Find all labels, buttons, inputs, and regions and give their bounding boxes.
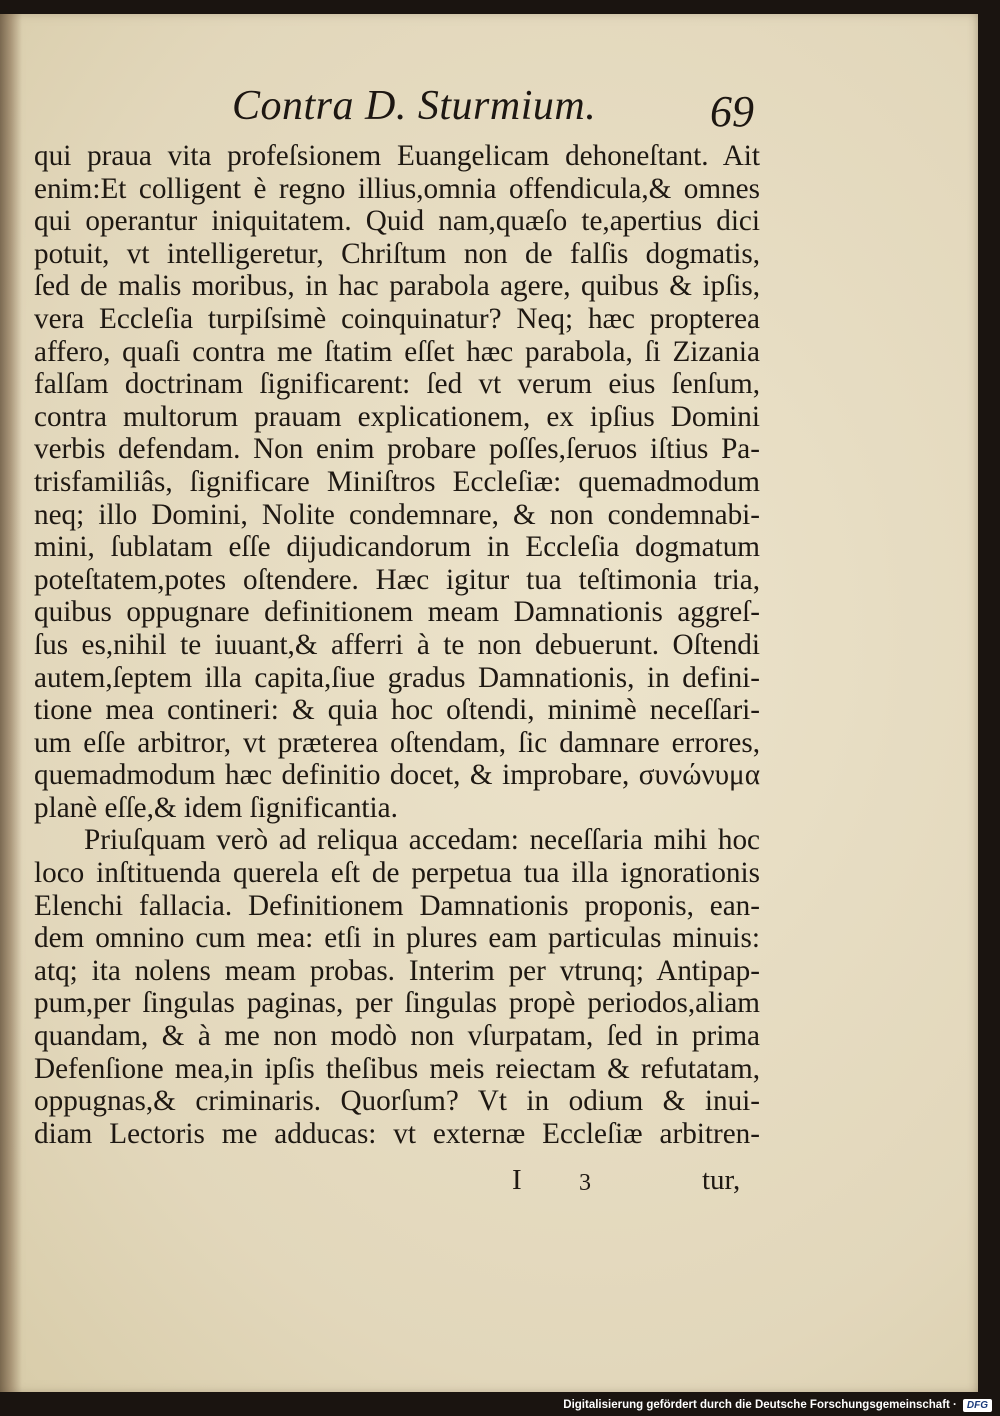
text-line: verbis defendam. Non enim probare poſſes,ſeruos iſtius Pa-: [34, 433, 760, 466]
page-number: 69: [710, 87, 754, 136]
text-line: affero, quaſi contra me ſtatim eſſet hæc parabola, ſi Zizania: [34, 335, 760, 368]
text-line: potuit, vt intelligeretur, Chriſtum non de falſis dogmatis,: [34, 237, 760, 270]
text-line: falſam doctrinam ſignificarent: ſed vt verum eius ſenſum,: [34, 368, 760, 401]
text-line: diam Lectoris me adducas: vt externæ Eccleſiæ arbitren-: [34, 1117, 760, 1150]
text-line: quibus oppugnare definitionem meam Damnationis aggreſ-: [34, 596, 760, 629]
text-line: contra multorum prauam explicationem, ex ipſius Domini: [34, 400, 760, 433]
text-line: Elenchi fallacia. Definitionem Damnationis proponis, ean-: [34, 889, 760, 922]
credit-text: Digitalisierung gefördert durch die Deutsche Forschungsgemeinschaft ·: [563, 1399, 957, 1411]
text-line: autem,ſeptem illa capita,ſiue gradus Damnationis, in defini-: [34, 661, 760, 694]
body-text: [34, 140, 760, 1150]
running-head-title: Contra D. Sturmium.: [232, 83, 597, 129]
text-line: atq; ita nolens meam probas. Interim per vtrunq; Antipap-: [34, 954, 760, 987]
running-head: [0, 72, 978, 142]
text-line: trisfamiliâs, ſignificare Miniſtros Eccleſiæ: quemadmodum: [34, 465, 760, 498]
text-line: qui operantur iniquitatem. Quid nam,quæſo te,apertius dici: [34, 205, 760, 238]
text-line: qui praua vita profeſsionem Euangelicam dehoneſtant. Ait: [34, 140, 760, 172]
text-line: tione mea contineri: & quia hoc oſtendi, minimè neceſſari-: [34, 694, 760, 727]
signature-line: [34, 1164, 760, 1200]
text-line: poteſtatem,potes oſtendere. Hæc igitur tua teſtimonia tria,: [34, 563, 760, 596]
signature-number: 3: [579, 1170, 591, 1196]
text-line: loco inſtituenda querela eſt de perpetua tua illa ignorationis: [34, 857, 760, 890]
text-line: um eſſe arbitror, vt præterea oſtendam, ſic damnare errores,: [34, 726, 760, 759]
text-line: quandam, & à me non modò non vſurpatam, ſed in prima: [34, 1020, 760, 1053]
text-line: mini, ſublatam eſſe dijudicandorum in Eccleſia dogmatum: [34, 531, 760, 564]
text-line: Defenſione mea,in ipſis theſibus meis reiectam & refutatam,: [34, 1052, 760, 1085]
text-line: ſed de malis moribus, in hac parabola agere, quibus & ipſis,: [34, 270, 760, 303]
text-line: oppugnas,& criminaris. Quorſum? Vt in odium & inui-: [34, 1085, 760, 1118]
text-line: neq; illo Domini, Nolite condemnare, & non condemnabi-: [34, 498, 760, 531]
book-page: [0, 14, 978, 1392]
text-line: pum,per ſingulas paginas, per ſingulas propè periodos,aliam: [34, 987, 760, 1020]
page-spine-shadow: [0, 14, 22, 1392]
text-line: quemadmodum hæc definitio docet, & improbare, συνώνυμα: [34, 759, 760, 792]
text-line: vera Eccleſia turpiſsimè coinquinatur? Neq; hæc propterea: [34, 302, 760, 335]
catchword: tur,: [702, 1164, 741, 1196]
digitization-credit: [563, 1396, 992, 1414]
paragraph-start-line: Priuſquam verò ad reliqua accedam: neceſſaria mihi hoc: [84, 824, 760, 857]
text-line: ſus es,nihil te iuuant,& afferri à te non debuerunt. Oſtendi: [34, 628, 760, 661]
signature-mark: I: [512, 1164, 522, 1196]
text-line: enim:Et colligent è regno illius,omnia offendicula,& omnes: [34, 172, 760, 205]
text-line: dem omnino cum mea: etſi in plures eam particulas minuis:: [34, 922, 760, 955]
dfg-logo: DFG: [963, 1399, 992, 1412]
text-line: planè eſſe,& idem ſignificantia.: [34, 791, 398, 824]
